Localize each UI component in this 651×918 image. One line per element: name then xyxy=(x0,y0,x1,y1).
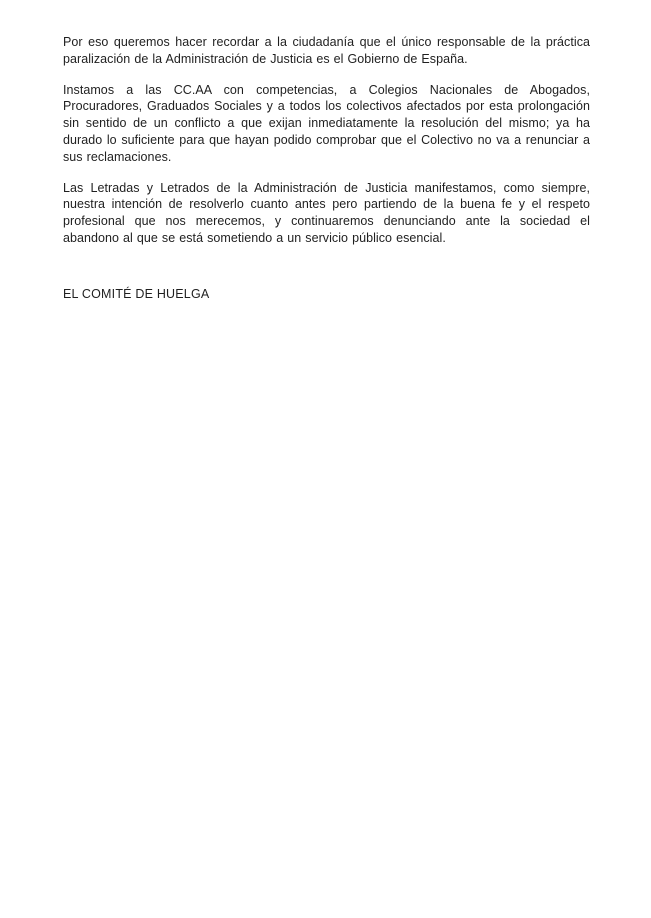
paragraph-letrados-manifestamos: Las Letradas y Letrados de la Administración de Justicia manifestamos, como siempre, nuestra intención de resolverlo cuanto antes pero partiendo de la buena fe y el respeto profesional que nos merecemos, y continuaremos denunciando ante la sociedad el abandono al que se está sometiendo a un servicio público esencial. xyxy=(63,180,590,245)
paragraph-responsable-gobierno: Por eso queremos hacer recordar a la ciudadanía que el único responsable de la práctica paralización de la Administración de Justicia es el Gobierno de España. xyxy=(63,35,590,66)
paragraph-instamos-ccaa: Instamos a las CC.AA con competencias, a Colegios Nacionales de Abogados, Procuradores, Graduados Sociales y a todos los colectivos afectados por esta prolongación sin sentido de un conflicto a que exijan inmediatamente la resolución del mismo; ya ha durado lo suficiente para que hayan podido comprobar que el Colectivo no va a renunciar a sus reclamaciones. xyxy=(63,82,590,164)
signature-comite-de-huelga: EL COMITÉ DE HUELGA xyxy=(63,286,210,301)
